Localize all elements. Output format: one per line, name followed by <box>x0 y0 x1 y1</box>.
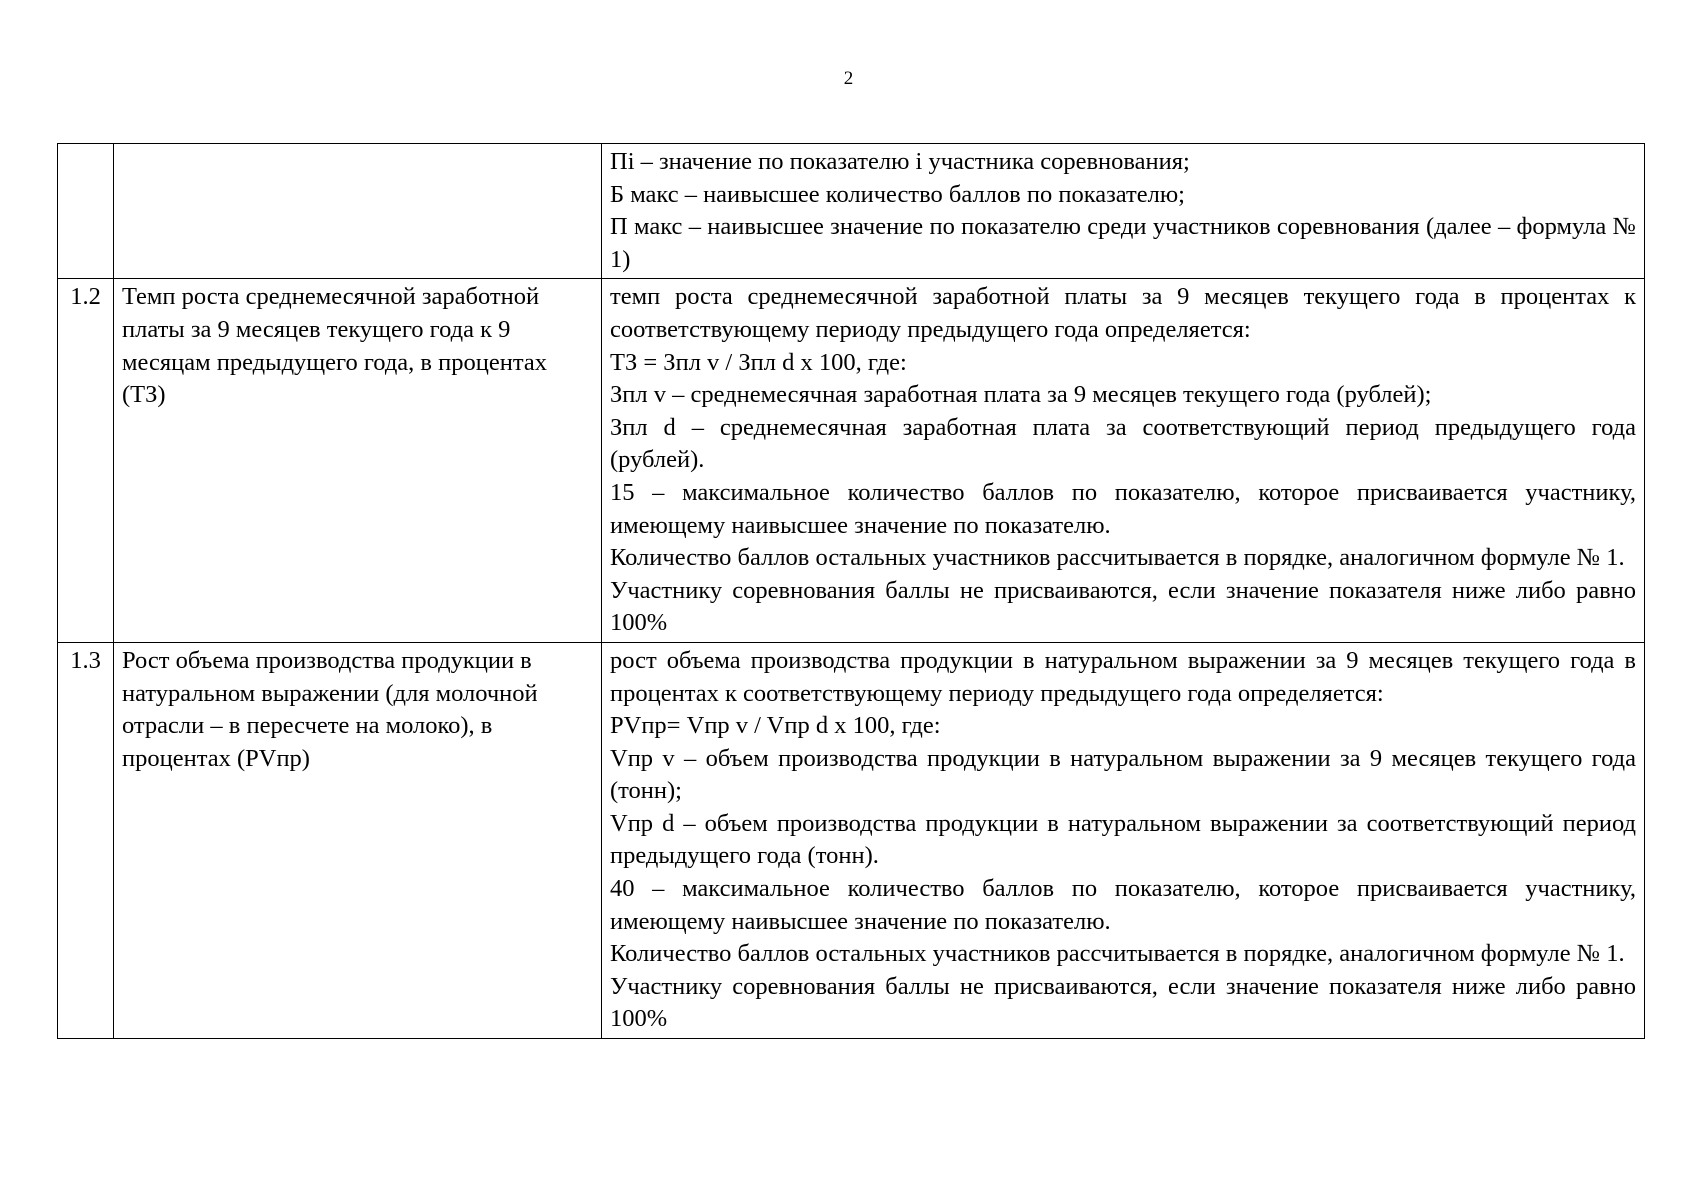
description-paragraph: рост объема производства продукции в натуральном выражении за 9 месяцев текущего года в процентах к соответствующему периоду предыдущего года определяется: <box>610 646 1636 707</box>
description-paragraph: Б макс – наивысшее количество баллов по показателю; <box>610 180 1185 208</box>
description-paragraph: 40 – максимальное количество баллов по показателю, которое присваивается участнику, имеющему наивысшее значение по показателю. <box>610 875 1636 935</box>
description-paragraph: П макс – наивысшее значение по показателю среди участников соревнования (далее – формула № 1) <box>610 213 1636 273</box>
description-paragraph: Vпр d – объем производства продукции в натуральном выражении за соответствующий период предыдущего года (тонн). <box>610 809 1636 870</box>
calculation-description-cell <box>602 642 1645 1038</box>
description-paragraph: Vпр v – объем производства продукции в натуральном выражении за 9 месяцев текущего года (тонн); <box>610 744 1636 805</box>
table-row <box>58 279 1645 643</box>
row-number-cell: 1.2 <box>58 279 114 643</box>
criteria-table <box>57 143 1645 1039</box>
row-number-cell: 1.3 <box>58 642 114 1038</box>
description-paragraph: Участнику соревнования баллы не присваиваются, если значение показателя ниже либо равно 100% <box>610 972 1636 1033</box>
row-number-cell <box>58 144 114 279</box>
description-paragraph: Зпл v – среднемесячная заработная плата за 9 месяцев текущего года (рублей); <box>610 381 1432 409</box>
indicator-name-cell: Рост объема производства продукции в натуральном выражении (для молочной отрасли – в пересчете на молоко), в процентах (PVпр) <box>114 642 602 1038</box>
calculation-description-cell <box>602 144 1645 279</box>
description-paragraph: Участнику соревнования баллы не присваиваются, если значение показателя ниже либо равно 100% <box>610 576 1636 637</box>
formula-line: PVпр= Vпр v / Vпр d х 100, где: <box>610 712 941 740</box>
description-paragraph: Зпл d – среднемесячная заработная плата за соответствующий период предыдущего года (рублей). <box>610 413 1636 474</box>
description-paragraph: Количество баллов остальных участников рассчитывается в порядке, аналогичном формуле № 1. <box>610 544 1625 572</box>
table-row <box>58 642 1645 1038</box>
calculation-description-cell <box>602 279 1645 643</box>
description-paragraph: 15 – максимальное количество баллов по показателю, которое присваивается участнику, имеющему наивысшее значение по показателю. <box>610 478 1636 539</box>
description-paragraph: Количество баллов остальных участников рассчитывается в порядке, аналогичном формуле № 1. <box>610 940 1625 968</box>
page-number: 2 <box>843 68 854 89</box>
indicator-name-cell: Темп роста среднемесячной заработной платы за 9 месяцев текущего года к 9 месяцам предыдущего года, в процентах (ТЗ) <box>114 279 602 643</box>
description-paragraph: темп роста среднемесячной заработной платы за 9 месяцев текущего года в процентах к соответствующему периоду предыдущего года определяется: <box>610 283 1636 343</box>
table-row <box>58 144 1645 279</box>
description-paragraph: Пi – значение по показателю i участника соревнования; <box>610 148 1190 175</box>
indicator-name-cell <box>114 144 602 279</box>
formula-line: ТЗ = Зпл v / Зпл d х 100, где: <box>610 348 907 376</box>
